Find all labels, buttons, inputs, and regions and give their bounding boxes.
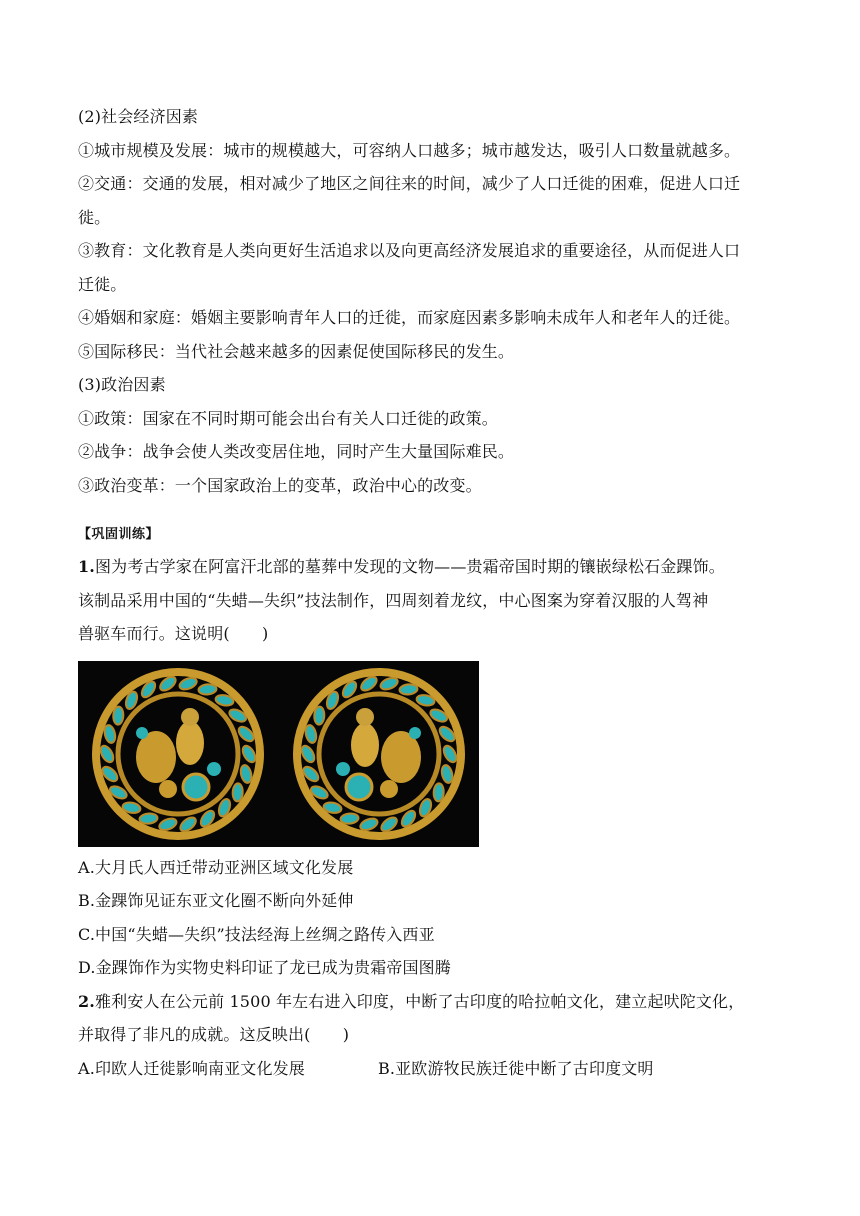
political-item-1: ①政策：国家在不同时期可能会出台有关人口迁徙的政策。 (78, 408, 498, 428)
section-political-title: (3)政治因素 (78, 375, 166, 394)
question-2-number: 2. (78, 991, 96, 1011)
question-1-option-a: A.大月氏人西迁带动亚洲区域文化发展 (78, 857, 354, 877)
practice-heading: 【巩固训练】 (78, 527, 160, 542)
social-item-5-line-1: ⑤国际移民：当代社会越来越多的因素促使国际移民的发生。 (78, 341, 515, 361)
question-1-line-3: 兽驱车而行。这说明( ) (78, 624, 269, 643)
social-item-3-line-2: 迁徙。 (78, 274, 127, 294)
question-1-line-1 (78, 550, 798, 584)
question-1-option-c: C.中国“失蜡—失织”技法经海上丝绸之路传入西亚 (78, 924, 435, 944)
social-item-4-line-1: ④婚姻和家庭：婚姻主要影响青年人口的迁徙，而家庭因素多影响未成年人和老年人的迁徙。 (78, 308, 741, 327)
anklet-photo (78, 661, 479, 847)
social-item-3-line-1: ③教育：文化教育是人类向更好生活追求以及向更高经济发展追求的重要途径，从而促进人口 (78, 241, 741, 260)
anklet-photo-left (78, 661, 279, 847)
social-item-2-line-1: ②交通：交通的发展，相对减少了地区之间往来的时间，减少了人口迁徙的困难，促进人口迁 (78, 174, 741, 193)
question-2-line-1 (78, 985, 798, 1019)
anklet-photo-right (279, 661, 480, 847)
question-1-option-d: D.金踝饰作为实物史料印证了龙已成为贵霜帝国图腾 (78, 958, 451, 977)
question-2-line-2: 并取得了非凡的成就。这反映出( ) (78, 1025, 350, 1044)
question-1-text-1: 图为考古学家在阿富汗北部的墓葬中发现的文物——贵霜帝国时期的镶嵌绿松石金踝饰。 (95, 557, 725, 576)
section-social-title: (2)社会经济因素 (78, 107, 199, 126)
document-page (78, 100, 798, 1085)
political-item-2: ②战争：战争会使人类改变居住地，同时产生大量国际难民。 (78, 442, 515, 461)
question-2-options-row (78, 1052, 798, 1086)
political-item-3: ③政治变革：一个国家政治上的变革，政治中心的改变。 (78, 475, 482, 495)
question-2-option-a: A.印欧人迁徙影响南亚文化发展 (78, 1058, 305, 1078)
social-item-2-line-2: 徙。 (78, 207, 111, 227)
social-item-1-line-1: ①城市规模及发展：城市的规模越大，可容纳人口越多；城市越发达，吸引人口数量就越多。 (78, 140, 741, 160)
question-2-option-b: B.亚欧游牧民族迁徙中断了古印度文明 (378, 1058, 654, 1078)
question-1-line-2: 该制品采用中国的“失蜡—失织”技法制作，四周刻着龙纹，中心图案为穿着汉服的人驾神 (78, 590, 709, 610)
question-1-number: 1. (78, 557, 96, 576)
question-1-option-b: B.金踝饰见证东亚文化圈不断向外延伸 (78, 891, 354, 910)
question-2-text-1: 雅利安人在公元前 1500 年左右进入印度，中断了古印度的哈拉帕文化，建立起吠陀文化， (95, 991, 745, 1011)
